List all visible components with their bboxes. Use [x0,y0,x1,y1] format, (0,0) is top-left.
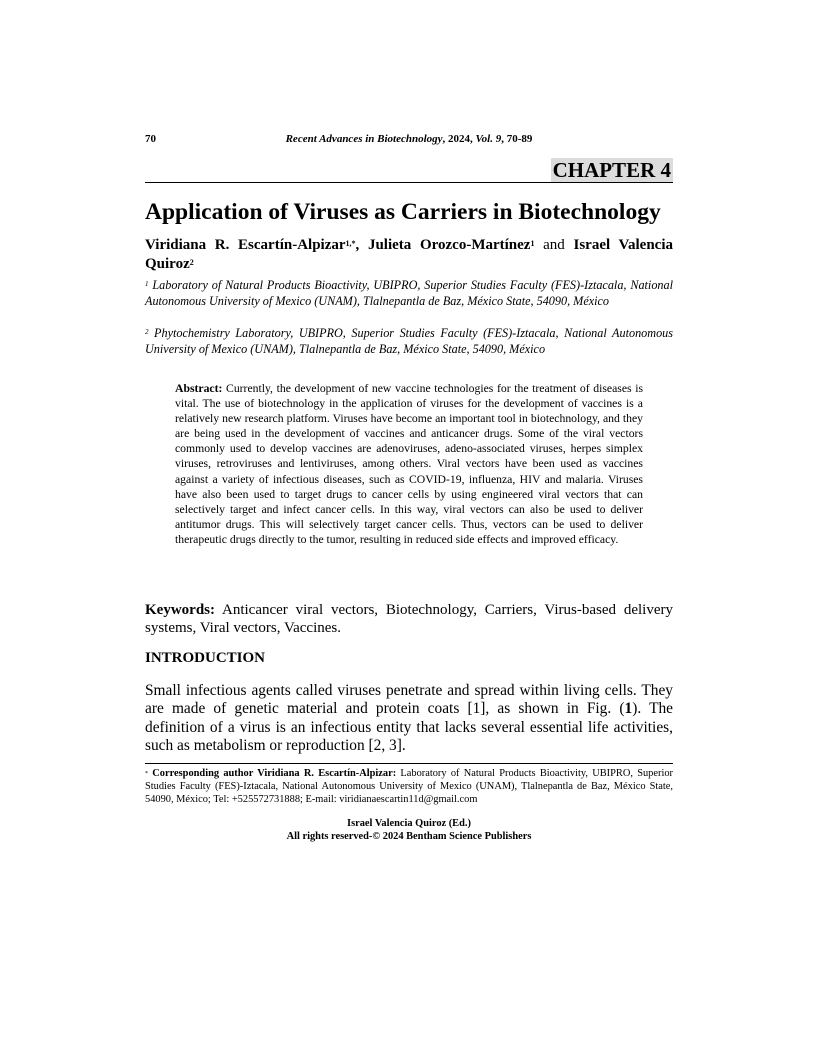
journal-pages: , 70-89 [501,133,533,145]
footnote-marker: * [145,771,148,777]
keywords-text: Anticancer viral vectors, Biotechnology, Carriers, Virus-based delivery systems, Viral vectors, Vaccines. [145,602,673,636]
abstract-text: Currently, the development of new vaccine technologies for the treatment of diseases is vital. The use of biotechnology in the application of viruses for the development of vaccines is a relatively new research platform. Viruses have become an important tool in biotechnology, and they are being used in the development of vaccines and anticancer drugs. Some of the viral vectors commonly used to develop vaccines are adenoviruses, adeno-associated viruses, herpes simplex viruses, retroviruses and lentiviruses, among others. Viral vectors have been used as vaccines against a variety of infectious diseases, such as COVID-19, influenza, HIV and malaria. Viruses have also been used to target drugs to cancer cells by using engineered viral vectors that can selectively target and infect cancer cells. In this way, viral vectors can also be used to deliver antitumor drugs. This will selectively target cancer cells. Thus, vectors can be used to deliver therapeutic drugs directly to the tumor, resulting in reduced side effects and improved efficacy. [175,382,643,546]
publisher-block [145,817,673,843]
affiliation-marker: 1 [145,280,149,288]
journal-citation [145,133,673,145]
author-list [145,236,673,274]
author-name: Julieta Orozco-Martínez [367,237,531,253]
affiliation-text: Phytochemistry Laboratory, UBIPRO, Superior Studies Faculty (FES)-Iztacala, National Autonomous University of Mexico (UNAM), Tlalnepantla de Baz, México State, 54090, México [145,326,673,356]
journal-name: Recent Advances in Biotechnology [285,133,443,145]
keywords-label: Keywords: [145,602,215,618]
page-number: 70 [145,133,156,145]
section-heading: INTRODUCTION [145,650,266,666]
chapter-title: Application of Viruses as Carriers in Biotechnology [145,199,661,225]
journal-volume: Vol. 9 [475,133,502,145]
keywords [145,601,673,637]
chapter-divider [145,182,673,183]
author-affiliation-marker: 1,* [345,239,356,248]
author-separator: , [355,237,368,253]
author-affiliation-marker: 1 [530,239,535,248]
affiliation-marker: 2 [145,328,149,336]
copyright-line: All rights reserved-© 2024 Bentham Science Publishers [286,831,532,842]
author-name: Israel Valencia Quiroz [145,237,673,272]
intro-text: ). The definition of a virus is an infectious entity that lacks several essential life activities, such as metabolism or reproduction [2, 3]. [145,700,673,754]
journal-year: , 2024, [442,133,476,145]
author-affiliation-marker: 2 [189,258,194,267]
footnote-text: Laboratory of Natural Products Bioactivity, UBIPRO, Superior Studies Faculty (FES)-Iztacala, National Autonomous University of Mexico (UNAM), Tlalnepantla de Baz, México State, 54090, México; Tel: +525572731888; E-mail: viridianaescartin11d@gmail.com [145,768,673,805]
affiliation-text: Laboratory of Natural Products Bioactivity, UBIPRO, Superior Studies Faculty (FES)-Iztacala, National Autonomous University of Mexico (UNAM), Tlalnepantla de Baz, México State, 54090, México [145,278,673,308]
chapter-label: CHAPTER 4 [552,158,671,182]
footnote-divider [145,763,673,764]
affiliation [145,325,673,357]
author-name: Viridiana R. Escartín-Alpizar [145,237,346,253]
abstract [175,381,643,547]
introduction-paragraph [145,682,673,755]
footnote-label: Corresponding author Viridiana R. Escartín-Alpizar: [148,768,397,779]
author-conjunction: and [534,237,574,253]
corresponding-author-footnote [145,768,673,806]
abstract-label: Abstract: [175,382,223,395]
figure-reference: 1 [624,700,633,718]
intro-text: Small infectious agents called viruses penetrate and spread within living cells. They are made of genetic material and protein coats [1], as shown in Fig. ( [145,682,673,718]
editor-line: Israel Valencia Quiroz (Ed.) [347,818,471,829]
running-header [145,133,673,149]
affiliation [145,277,673,309]
